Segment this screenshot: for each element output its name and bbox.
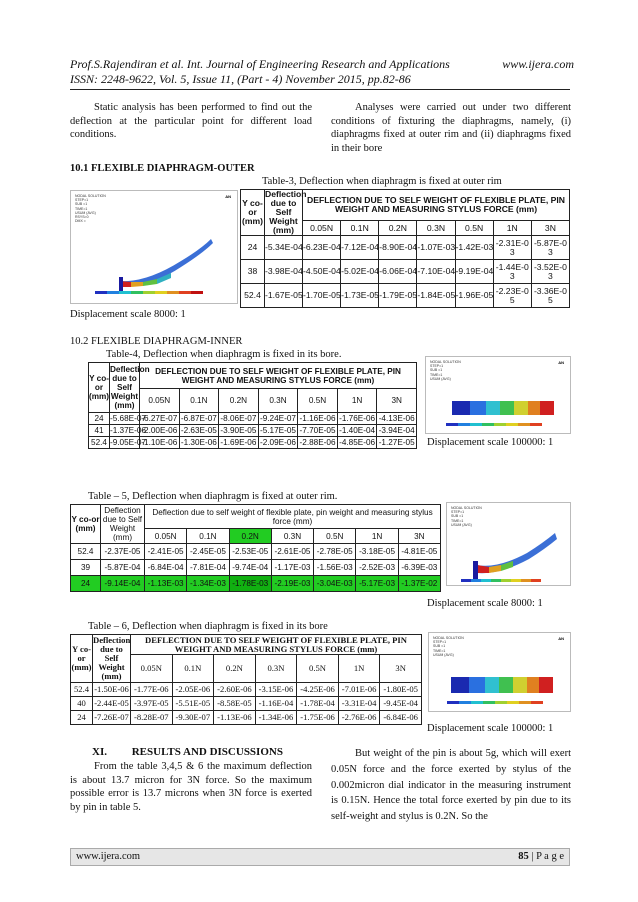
- section-inner-heading: 10.2 FLEXIBLE DIAPHRAGM-INNER: [70, 336, 243, 347]
- t4-cell: -4.13E-06: [378, 414, 415, 423]
- t5-cell: -1.34E-03: [187, 576, 229, 592]
- t6-cell: -7.26E-07: [93, 711, 131, 725]
- t4-cell: -5.68E-07: [110, 414, 146, 423]
- table3-caption: Table-3, Deflection when diaphragm is fixed at outer rim: [262, 176, 502, 187]
- footer-page-number: 85: [518, 851, 529, 862]
- t5-header-selfweight: Deflection due to Self Weight (mm): [101, 505, 145, 544]
- t6-cell: -1.80E-05: [380, 683, 422, 697]
- t4-cell: -4.85E-06: [339, 438, 376, 447]
- t3-cell: -4.50E-04: [303, 260, 341, 284]
- table6-displacement-scale: Displacement scale 100000: 1: [427, 723, 554, 734]
- t5-row: [71, 544, 441, 560]
- journal-website[interactable]: www.ijera.com: [502, 57, 574, 71]
- footer-page-label: | P a g e: [528, 851, 564, 862]
- intro-left-paragraph: Static analysis has been performed to find out the deflection at the particular point for different load conditions.: [70, 102, 312, 141]
- t6-cell: -2.60E-06: [214, 683, 256, 697]
- section-outer-heading: 10.1 FLEXIBLE DIAPHRAGM-OUTER: [70, 163, 255, 174]
- fea-plot-table5: [447, 503, 572, 587]
- t5-cell: -6.39E-03: [398, 560, 440, 576]
- t5-cell: -3.04E-03: [314, 576, 356, 592]
- t6-cell: -2.44E-05: [93, 697, 131, 711]
- t4-row: [89, 425, 417, 437]
- t4-force-header: 0.2N: [219, 389, 259, 413]
- t4-cell: 52.4: [89, 437, 110, 449]
- footer-page: [470, 851, 564, 862]
- table-5: [70, 504, 441, 592]
- ansys-logo: AN: [225, 194, 231, 199]
- t5-cell: -2.41E-05: [145, 544, 187, 560]
- t6-cell: -2.76E-06: [338, 711, 380, 725]
- t3-force-header: 0.3N: [417, 221, 455, 236]
- t3-cell: -3.52E-03: [531, 260, 569, 284]
- table5-displacement-scale: Displacement scale 8000: 1: [427, 598, 543, 609]
- t3-cell: -1.79E-05: [379, 284, 417, 308]
- t3-cell: -9.19E-04: [455, 260, 493, 284]
- t4-cell: -1.40E-04: [339, 426, 376, 435]
- t4-cell: 41: [89, 425, 110, 437]
- t5-force-header-highlight: 0.2N: [229, 529, 271, 544]
- t6-cell: 52.4: [71, 683, 93, 697]
- fea-image-table6: [428, 632, 571, 712]
- t3-header-selfweight: Deflection due to Self Weight (mm): [265, 189, 307, 235]
- t5-force-header: 3N: [398, 529, 440, 544]
- table-3: [240, 189, 570, 308]
- t3-cell: -1.84E-05: [417, 284, 455, 308]
- table-6: [70, 634, 422, 725]
- t6-cell: -9.30E-07: [172, 711, 214, 725]
- t6-cell: -1.50E-06: [93, 683, 131, 697]
- t4-force-header: 1N: [337, 389, 377, 413]
- t3-cell: -7.10E-04: [417, 260, 455, 284]
- t4-row: [89, 437, 417, 449]
- fea-legend-text: NODAL SOLUTION STEP=1 SUB =1 TIME=1 USUM (AVG): [451, 506, 482, 527]
- fea-image-outer: [70, 190, 238, 304]
- outer-displacement-scale: Displacement scale 8000: 1: [70, 309, 186, 320]
- t4-cell: -2.09E-06: [259, 438, 296, 447]
- t3-cell: -1.44E-03: [493, 260, 531, 284]
- t3-cell: -5.02E-04: [341, 260, 379, 284]
- ansys-logo: AN: [558, 360, 564, 365]
- table5-caption: Table – 5, Deflection when diaphragm is fixed at outer rim.: [88, 491, 338, 502]
- t3-row: [241, 260, 570, 284]
- t4-cell: -2.88E-06: [299, 438, 336, 447]
- t4-cell: -1.76E-06: [339, 414, 376, 423]
- t6-cell: -1.77E-06: [131, 683, 173, 697]
- t5-cell: -2.19E-03: [271, 576, 313, 592]
- t5-cell: -1.13E-03: [145, 576, 187, 592]
- t5-force-header: 0.3N: [271, 529, 313, 544]
- t4-cell: -1.10E-06: [141, 438, 178, 447]
- t5-cell: -1.17E-03: [271, 560, 313, 576]
- t4-cell: -5.17E-05: [259, 426, 296, 435]
- t5-cell: -1.78E-03: [229, 576, 271, 592]
- t5-cell: 24: [71, 576, 101, 592]
- fea-legend-text: NODAL SOLUTION STEP=1 SUB =1 TIME=1 USUM (AVG) RSYS=0 DMX =: [75, 194, 106, 224]
- t4-header-selfweight: Deflection due to Self Weight (mm): [110, 363, 140, 413]
- t5-row-highlight: [71, 576, 441, 592]
- t5-cell: -6.84E-04: [145, 560, 187, 576]
- results-heading-number: XI.: [92, 746, 107, 758]
- t6-cell: -8.28E-07: [131, 711, 173, 725]
- fea-image-table5: [446, 502, 571, 586]
- t5-cell: -1.37E-02: [398, 576, 440, 592]
- table-4: [88, 362, 417, 449]
- t3-cell: -5.34E-04: [265, 236, 303, 260]
- t3-force-header: 0.5N: [455, 221, 493, 236]
- t4-cell: -9.24E-07: [259, 414, 296, 423]
- t3-header-span: DEFLECTION DUE TO SELF WEIGHT OF FLEXIBLE PLATE, PIN WEIGHT AND MEASURING STYLUS FORCE (mm): [303, 190, 570, 221]
- t6-row: [71, 711, 422, 725]
- t4-cell: -1.16E-06: [299, 414, 336, 423]
- t3-cell: -1.42E-03: [455, 236, 493, 260]
- t6-cell: -2.05E-06: [172, 683, 214, 697]
- t3-cell: -1.07E-03: [417, 236, 455, 260]
- ansys-logo: AN: [558, 636, 564, 641]
- t3-cell: -2.31E-03: [493, 236, 531, 260]
- t4-cell: -1.37E-06: [110, 426, 146, 435]
- t3-cell: -6.23E-04: [303, 236, 341, 260]
- t6-cell: -1.13E-06: [214, 711, 256, 725]
- t5-cell: -3.18E-05: [356, 544, 398, 560]
- t4-cell: -1.69E-06: [220, 438, 257, 447]
- inner-displacement-scale: Displacement scale 100000: 1: [427, 437, 554, 448]
- t5-cell: -5.17E-03: [356, 576, 398, 592]
- footer-website[interactable]: www.ijera.com: [76, 851, 141, 862]
- t5-cell: 52.4: [71, 544, 101, 560]
- t4-header-ycoord: Y co-or (mm): [89, 363, 110, 413]
- t5-cell: -1.56E-03: [314, 560, 356, 576]
- t3-cell: -1.70E-05: [303, 284, 341, 308]
- t5-force-header: 0.1N: [187, 529, 229, 544]
- t4-cell: -1.27E-05: [378, 438, 415, 447]
- t6-cell: -8.58E-05: [214, 697, 256, 711]
- header-rule: [70, 89, 570, 90]
- t3-force-header: 3N: [531, 221, 569, 236]
- t6-force-header: 0.1N: [172, 655, 214, 683]
- t4-force-header: 0.3N: [258, 389, 298, 413]
- t4-cell: 24: [89, 413, 110, 425]
- t3-force-header: 1N: [493, 221, 531, 236]
- table4-caption: Table-4, Deflection when diaphragm is fixed in its bore.: [106, 349, 342, 360]
- t6-cell: -6.84E-06: [380, 711, 422, 725]
- t5-cell: 39: [71, 560, 101, 576]
- t3-cell: -2.23E-05: [493, 284, 531, 308]
- t5-cell: -9.14E-04: [101, 576, 145, 592]
- t3-row: [241, 236, 570, 260]
- t6-force-header: 1N: [338, 655, 380, 683]
- t6-cell: -5.51E-05: [172, 697, 214, 711]
- t6-header-ycoord: Y co-or (mm): [71, 635, 93, 683]
- t4-cell: -6.87E-07: [180, 414, 217, 423]
- t6-cell: -1.34E-06: [255, 711, 297, 725]
- t6-force-header: 0.3N: [255, 655, 297, 683]
- t4-header-span: DEFLECTION DUE TO SELF WEIGHT OF FLEXIBLE PLATE, PIN WEIGHT AND MEASURING STYLUS FORCE (mm): [140, 363, 417, 389]
- fea-plot-outer: [71, 191, 239, 305]
- t3-cell: -3.98E-04: [265, 260, 303, 284]
- t6-force-header: 3N: [380, 655, 422, 683]
- t3-cell: -7.12E-04: [341, 236, 379, 260]
- fea-legend-text: NODAL SOLUTION STEP=1 SUB =1 TIME=1 USUM (AVG): [430, 360, 461, 381]
- journal-issn: ISSN: 2248-9622, Vol. 5, Issue 11, (Part - 4) November 2015, pp.82-86: [70, 72, 411, 86]
- t6-cell: -7.01E-06: [338, 683, 380, 697]
- t5-force-header: 0.05N: [145, 529, 187, 544]
- t3-cell: -5.87E-03: [531, 236, 569, 260]
- fea-plot-table6: [429, 633, 572, 713]
- t3-force-header: 0.2N: [379, 221, 417, 236]
- t5-row: [71, 560, 441, 576]
- results-heading-text: RESULTS AND DISCUSSIONS: [131, 746, 283, 758]
- t6-cell: -9.45E-04: [380, 697, 422, 711]
- t5-cell: -2.52E-03: [356, 560, 398, 576]
- results-heading: [92, 746, 283, 758]
- t5-cell: -2.78E-05: [314, 544, 356, 560]
- t3-force-header: 0.05N: [303, 221, 341, 236]
- journal-authors: Prof.S.Rajendiran et al. Int. Journal of Engineering Research and Applications: [70, 57, 450, 71]
- t6-cell: -3.15E-06: [255, 683, 297, 697]
- t6-force-header: 0.05N: [131, 655, 173, 683]
- t6-cell: -1.78E-04: [297, 697, 339, 711]
- t5-header-span: Deflection due to self weight of flexible plate, pin weight and measuring stylus force (mm): [145, 505, 441, 529]
- t4-cell: -3.90E-05: [220, 426, 257, 435]
- t5-cell: -2.61E-05: [271, 544, 313, 560]
- t5-force-header: 0.5N: [314, 529, 356, 544]
- t5-cell: -4.81E-05: [398, 544, 440, 560]
- t5-cell: -5.87E-04: [101, 560, 145, 576]
- t5-cell: -9.74E-04: [229, 560, 271, 576]
- t4-force-header: 3N: [377, 389, 417, 413]
- t3-row: [241, 284, 570, 308]
- t4-cell: -3.94E-04: [378, 426, 415, 435]
- t6-row: [71, 683, 422, 697]
- t6-force-header: 0.2N: [214, 655, 256, 683]
- t4-row: [89, 413, 417, 425]
- fea-legend-text: NODAL SOLUTION STEP=1 SUB =1 TIME=1 USUM (AVG): [433, 636, 464, 657]
- t5-header-ycoord: Y co-or (mm): [71, 505, 101, 544]
- t6-force-header: 0.5N: [297, 655, 339, 683]
- t6-cell: -1.75E-06: [297, 711, 339, 725]
- t5-cell: -7.81E-04: [187, 560, 229, 576]
- fea-image-inner: [425, 356, 571, 434]
- t3-cell: 52.4: [241, 284, 265, 308]
- t3-cell: -8.90E-04: [379, 236, 417, 260]
- t4-cell: -1.30E-06: [180, 438, 217, 447]
- t6-cell: 24: [71, 711, 93, 725]
- t4-force-header: 0.1N: [179, 389, 219, 413]
- t4-cell: -2.00E-06: [141, 426, 178, 435]
- t4-cell: -8.06E-07: [220, 414, 257, 423]
- t4-cell: -9.05E-07: [110, 438, 146, 447]
- results-right-paragraph: But weight of the pin is about 5g, which will exert 0.05N force and the force exerted by stylus of the 0.002micron dial indicator in the measuring instrument is 0.15N. Hence the total force exerted by pin due to its self-weight and stylus is 0.2N. So the: [331, 748, 571, 823]
- t6-header-span: DEFLECTION DUE TO SELF WEIGHT OF FLEXIBLE PLATE, PIN WEIGHT AND MEASURING STYLUS FORCE (mm): [131, 635, 422, 655]
- t6-cell: -3.31E-04: [338, 697, 380, 711]
- t5-force-header: 1N: [356, 529, 398, 544]
- t3-cell: -1.96E-05: [455, 284, 493, 308]
- t4-cell: -6.27E-07: [141, 414, 178, 423]
- t5-cell: -2.37E-05: [101, 544, 145, 560]
- t3-cell: -6.06E-04: [379, 260, 417, 284]
- t4-force-header: 0.5N: [298, 389, 338, 413]
- t6-row: [71, 697, 422, 711]
- t6-cell: 40: [71, 697, 93, 711]
- t4-cell: -7.70E-05: [299, 426, 336, 435]
- t5-cell: -2.53E-05: [229, 544, 271, 560]
- t3-cell: -3.36E-05: [531, 284, 569, 308]
- t3-header-ycoord: Y co-or (mm): [241, 190, 265, 236]
- t6-header-selfweight: Deflection due to Self Weight (mm): [93, 635, 131, 681]
- t3-force-header: 0.1N: [341, 221, 379, 236]
- t4-cell: -2.63E-05: [180, 426, 217, 435]
- fea-plot-inner: [426, 357, 572, 435]
- t4-force-header: 0.05N: [140, 389, 180, 413]
- intro-right-paragraph: Analyses were carried out under two different conditions of fixturing the diaphragms, namely, (i) diaphragms fixed at outer rim and (ii) diaphragms fixed in their bore: [331, 102, 571, 154]
- t5-cell: -2.45E-05: [187, 544, 229, 560]
- t3-cell: 24: [241, 236, 265, 260]
- t6-cell: -1.16E-04: [255, 697, 297, 711]
- table6-caption: Table – 6, Deflection when diaphragm is fixed in its bore: [88, 621, 328, 632]
- t6-cell: -3.97E-05: [131, 697, 173, 711]
- results-left-paragraph: From the table 3,4,5 & 6 the maximum deflection is about 13.7 micron for 3N force. So the maximum possible error is 13.7 microns when 3N force is exerted by pin in table 5.: [70, 761, 312, 813]
- t3-cell: 38: [241, 260, 265, 284]
- t6-cell: -4.25E-06: [297, 683, 339, 697]
- t3-cell: -1.73E-05: [341, 284, 379, 308]
- t3-cell: -1.67E-05: [265, 284, 303, 308]
